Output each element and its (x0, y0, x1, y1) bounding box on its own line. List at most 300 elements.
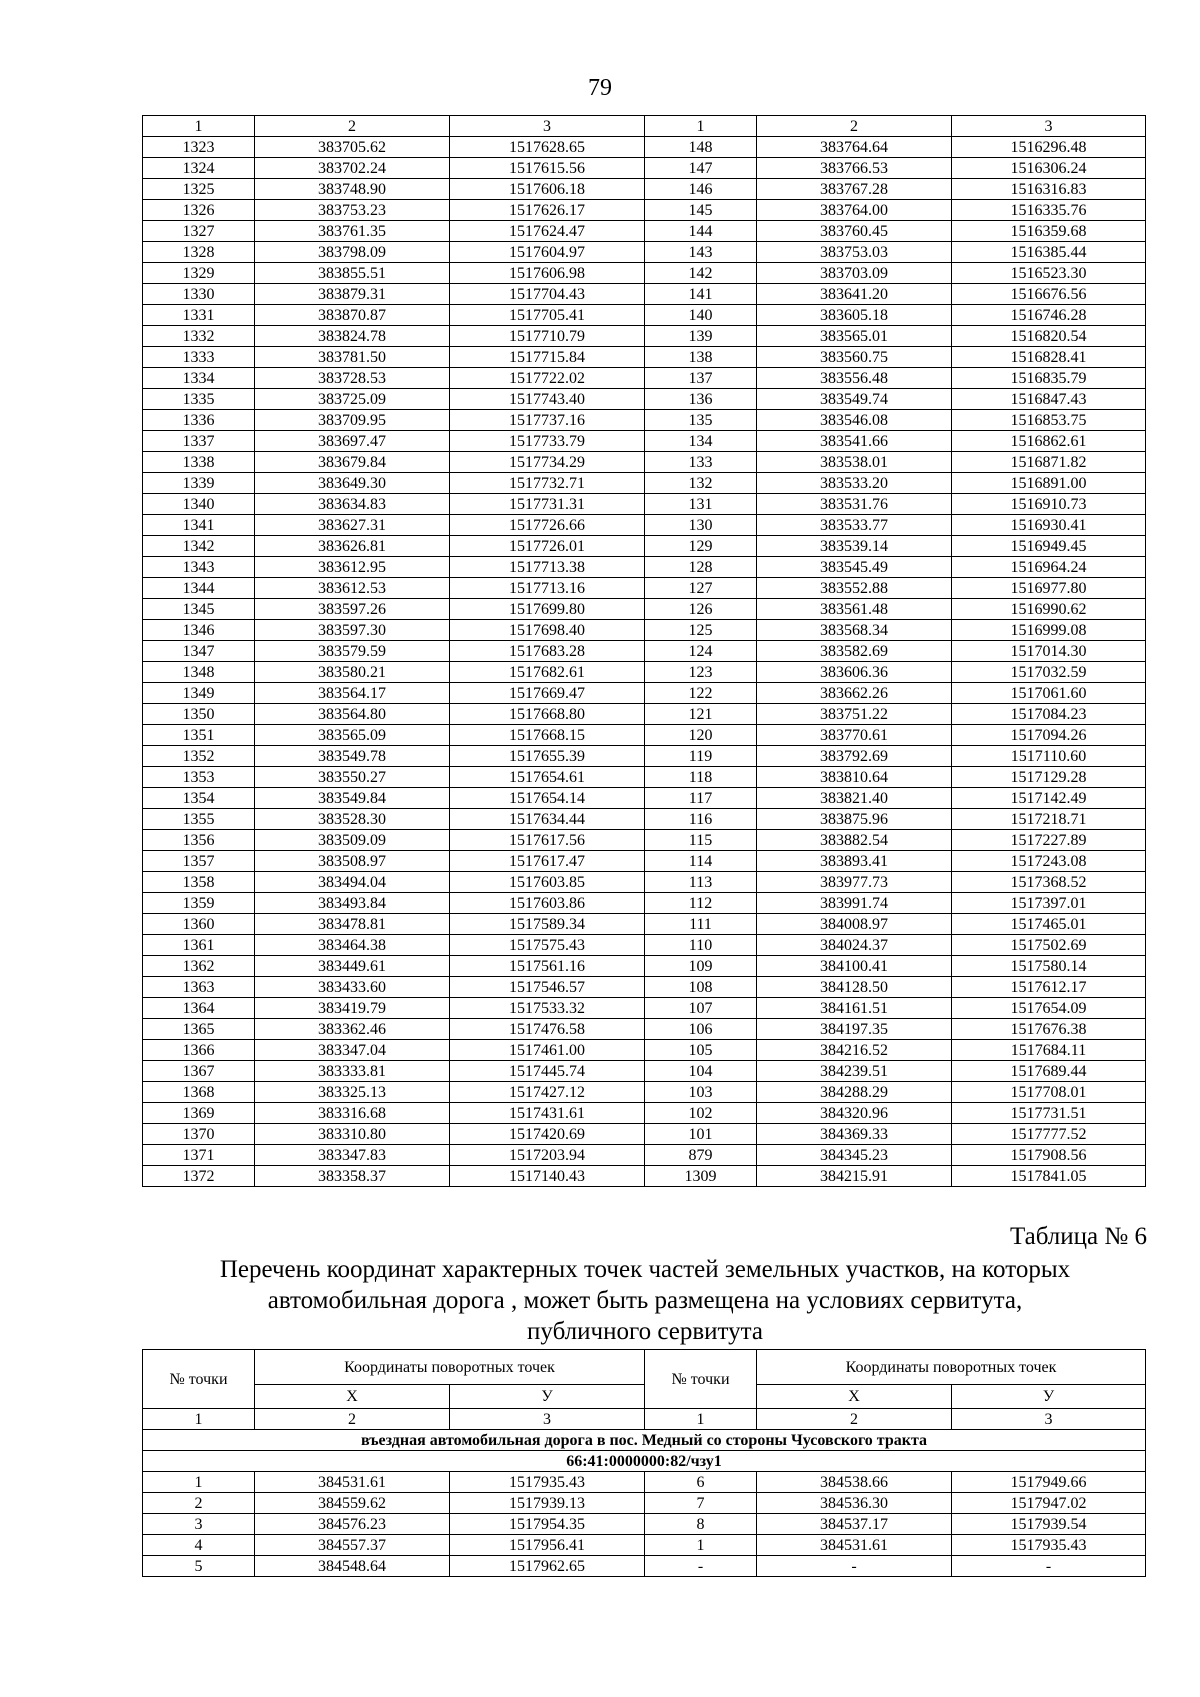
table-cell: 1517732.71 (450, 473, 645, 494)
table-cell: 105 (645, 1040, 757, 1061)
table-cell: 1358 (143, 872, 255, 893)
table-cell: 383728.53 (255, 368, 450, 389)
table-cell: 1517032.59 (952, 662, 1146, 683)
column-number: 1 (645, 116, 757, 137)
table-row (143, 725, 1146, 746)
table-cell: 4 (143, 1535, 255, 1556)
table-cell: 1 (143, 1472, 255, 1493)
table-row (143, 200, 1146, 221)
table-cell: 1517908.56 (952, 1145, 1146, 1166)
table-cell: 383509.09 (255, 830, 450, 851)
table-cell: 383549.78 (255, 746, 450, 767)
table-row (143, 284, 1146, 305)
table-cell: 383824.78 (255, 326, 450, 347)
table-cell: 383362.46 (255, 1019, 450, 1040)
table-cell: 138 (645, 347, 757, 368)
table-cell: 148 (645, 137, 757, 158)
table-cell: 1340 (143, 494, 255, 515)
table-cell: 1517715.84 (450, 347, 645, 368)
table-cell: 1352 (143, 746, 255, 767)
table-cell: 1517634.44 (450, 809, 645, 830)
table-cell: 383725.09 (255, 389, 450, 410)
table-cell: 1517502.69 (952, 935, 1146, 956)
table-cell: 1517461.00 (450, 1040, 645, 1061)
table-title-line: автомобильная дорога , может быть размещена на условиях сервитута, (267, 1287, 1023, 1314)
column-number: 2 (757, 116, 952, 137)
table-cell: 383855.51 (255, 263, 450, 284)
table-cell: 383552.88 (757, 578, 952, 599)
table-cell: 1517947.02 (952, 1493, 1146, 1514)
table-cell: 1517654.14 (450, 788, 645, 809)
table-cell: 1516949.45 (952, 536, 1146, 557)
table-row (143, 263, 1146, 284)
table-cell: 1517465.01 (952, 914, 1146, 935)
table-cell: 1517397.01 (952, 893, 1146, 914)
table-cell: 1517445.74 (450, 1061, 645, 1082)
table-cell: 383549.84 (255, 788, 450, 809)
table-cell: 384536.30 (757, 1493, 952, 1514)
table-cell: 383449.61 (255, 956, 450, 977)
point-number-header: № точки (645, 1350, 757, 1409)
page-number: 79 (588, 75, 612, 101)
table-cell: 1516847.43 (952, 389, 1146, 410)
table-cell: 1346 (143, 620, 255, 641)
table-row (143, 1040, 1146, 1061)
column-number: 1 (143, 116, 255, 137)
table-cell: 1517603.85 (450, 872, 645, 893)
table-cell: 1353 (143, 767, 255, 788)
table-row (143, 389, 1146, 410)
section-title: въездная автомобильная дорога в пос. Медный со стороны Чусовского тракта (143, 1430, 1146, 1451)
table-row (143, 1493, 1146, 1514)
table-cell: 383579.59 (255, 641, 450, 662)
table-row (143, 830, 1146, 851)
table-cell: 383565.09 (255, 725, 450, 746)
table-cell: 1326 (143, 200, 255, 221)
table-cell: 383556.48 (757, 368, 952, 389)
column-number: 2 (255, 116, 450, 137)
table-row (143, 305, 1146, 326)
table-cell: 1329 (143, 263, 255, 284)
table-cell: 383977.73 (757, 872, 952, 893)
table-cell: 3 (143, 1514, 255, 1535)
table-cell: 1517956.41 (450, 1535, 645, 1556)
table-cell: 383875.96 (757, 809, 952, 830)
table-cell: 1343 (143, 557, 255, 578)
table-cell: 1 (645, 1535, 757, 1556)
table-cell: 1517615.56 (450, 158, 645, 179)
table-cell: 384531.61 (757, 1535, 952, 1556)
table-cell: 1368 (143, 1082, 255, 1103)
table-cell: 1516306.24 (952, 158, 1146, 179)
table-cell: 383564.17 (255, 683, 450, 704)
table-cell: 384100.41 (757, 956, 952, 977)
table-cell: 383767.28 (757, 179, 952, 200)
table-title (120, 1254, 1170, 1347)
column-number-row (143, 116, 1146, 137)
table-row (143, 893, 1146, 914)
table-cell: 383539.14 (757, 536, 952, 557)
table-cell: 1517218.71 (952, 809, 1146, 830)
table-cell: 5 (143, 1556, 255, 1577)
table-cell: 383464.38 (255, 935, 450, 956)
table-cell: 1516676.56 (952, 284, 1146, 305)
table-cell: 1517476.58 (450, 1019, 645, 1040)
table-cell: 383753.23 (255, 200, 450, 221)
table-cell: 1517227.89 (952, 830, 1146, 851)
table-row (143, 683, 1146, 704)
table-cell: 1517606.98 (450, 263, 645, 284)
table-cell: 1371 (143, 1145, 255, 1166)
table-row (143, 158, 1146, 179)
table-row (143, 347, 1146, 368)
table-row (143, 1019, 1146, 1040)
table-cell: 1517682.61 (450, 662, 645, 683)
table-cell: 384215.91 (757, 1166, 952, 1187)
point-number-header: № точки (143, 1350, 255, 1409)
table-cell: 134 (645, 431, 757, 452)
table-cell: 1516835.79 (952, 368, 1146, 389)
table-cell: 383546.08 (757, 410, 952, 431)
table-cell: 1349 (143, 683, 255, 704)
column-number: 1 (645, 1409, 757, 1430)
table-cell: 104 (645, 1061, 757, 1082)
table-row (143, 1082, 1146, 1103)
table-cell: 1517654.09 (952, 998, 1146, 1019)
table-cell: 1517737.16 (450, 410, 645, 431)
table-cell: 129 (645, 536, 757, 557)
table-cell: 1516746.28 (952, 305, 1146, 326)
y-header: У (952, 1385, 1146, 1409)
table-cell: 383597.26 (255, 599, 450, 620)
table-cell: 383549.74 (757, 389, 952, 410)
table-cell: 384216.52 (757, 1040, 952, 1061)
table-row (143, 704, 1146, 725)
table-row (143, 641, 1146, 662)
table-cell: 1517604.97 (450, 242, 645, 263)
table-cell: 383494.04 (255, 872, 450, 893)
table-cell: 383528.30 (255, 809, 450, 830)
table-cell: 132 (645, 473, 757, 494)
table-cell: 1517731.51 (952, 1103, 1146, 1124)
column-number: 2 (757, 1409, 952, 1430)
table-cell: 383564.80 (255, 704, 450, 725)
table-cell: 383709.95 (255, 410, 450, 431)
table-cell: 383580.21 (255, 662, 450, 683)
table-cell: 1323 (143, 137, 255, 158)
table-cell: 130 (645, 515, 757, 536)
table-cell: 383879.31 (255, 284, 450, 305)
table-cell: 1325 (143, 179, 255, 200)
table-cell: 122 (645, 683, 757, 704)
table-cell: 383751.22 (757, 704, 952, 725)
table-cell: 1516335.76 (952, 200, 1146, 221)
table-cell: 1335 (143, 389, 255, 410)
table-cell: 1366 (143, 1040, 255, 1061)
table-cell: 1516891.00 (952, 473, 1146, 494)
table-cell: 1517368.52 (952, 872, 1146, 893)
table-cell: 1517612.17 (952, 977, 1146, 998)
table-cell: 1516999.08 (952, 620, 1146, 641)
table-cell: 1516990.62 (952, 599, 1146, 620)
table-cell: 7 (645, 1493, 757, 1514)
table-cell: 103 (645, 1082, 757, 1103)
table-row (143, 536, 1146, 557)
table-number-label: Таблица № 6 (1009, 1223, 1147, 1250)
table-cell: 384559.62 (255, 1493, 450, 1514)
table-cell: 1517129.28 (952, 767, 1146, 788)
table-row (143, 746, 1146, 767)
table-row (143, 1166, 1146, 1187)
table-cell: 1324 (143, 158, 255, 179)
table-cell: 384548.64 (255, 1556, 450, 1577)
table-cell: 1516977.80 (952, 578, 1146, 599)
table-cell: 383761.35 (255, 221, 450, 242)
servitude-coordinates-table (142, 1349, 1146, 1577)
table-cell: 384288.29 (757, 1082, 952, 1103)
table-cell: 1517654.61 (450, 767, 645, 788)
table-cell: 384369.33 (757, 1124, 952, 1145)
table-cell: 383561.48 (757, 599, 952, 620)
table-cell: 1517142.49 (952, 788, 1146, 809)
table-cell: 1327 (143, 221, 255, 242)
table-cell: 127 (645, 578, 757, 599)
table-cell: 383568.34 (757, 620, 952, 641)
table-row (143, 1556, 1146, 1577)
table-row (143, 1145, 1146, 1166)
table-row (143, 998, 1146, 1019)
table-cell: 118 (645, 767, 757, 788)
table-cell: 1517722.02 (450, 368, 645, 389)
table-row (143, 137, 1146, 158)
table-cell: 1516523.30 (952, 263, 1146, 284)
table-cell: 1516930.41 (952, 515, 1146, 536)
table-cell: 383531.76 (757, 494, 952, 515)
table-cell: 1362 (143, 956, 255, 977)
table-cell: 1517939.54 (952, 1514, 1146, 1535)
table-cell: 383770.61 (757, 725, 952, 746)
table-cell: 1517683.28 (450, 641, 645, 662)
table-cell: 1517841.05 (952, 1166, 1146, 1187)
table-cell: 139 (645, 326, 757, 347)
table-cell: 383310.80 (255, 1124, 450, 1145)
table-cell: 384008.97 (757, 914, 952, 935)
table-cell: 1517676.38 (952, 1019, 1146, 1040)
table-cell: 1517203.94 (450, 1145, 645, 1166)
table-cell: 383358.37 (255, 1166, 450, 1187)
table-cell: 383634.83 (255, 494, 450, 515)
table-row (143, 515, 1146, 536)
table-cell: 383533.20 (757, 473, 952, 494)
table-cell: 2 (143, 1493, 255, 1514)
table-cell: 383612.95 (255, 557, 450, 578)
table-cell: 137 (645, 368, 757, 389)
table-cell: 1517668.15 (450, 725, 645, 746)
table-cell: 383538.01 (757, 452, 952, 473)
table-cell: 383705.62 (255, 137, 450, 158)
table-title-line: Перечень координат характерных точек частей земельных участков, на которых (219, 1256, 1071, 1283)
table-cell: 1365 (143, 1019, 255, 1040)
table-row (143, 326, 1146, 347)
table-cell: 116 (645, 809, 757, 830)
table-cell: 1517431.61 (450, 1103, 645, 1124)
table-cell: 1517708.01 (952, 1082, 1146, 1103)
table-cell: 1330 (143, 284, 255, 305)
table-cell: 1517589.34 (450, 914, 645, 935)
table-cell: 384024.37 (757, 935, 952, 956)
table-cell: 1350 (143, 704, 255, 725)
table-cell: 1517140.43 (450, 1166, 645, 1187)
x-header: Х (255, 1385, 450, 1409)
table-cell: 1336 (143, 410, 255, 431)
table-cell: 6 (645, 1472, 757, 1493)
table-row (143, 662, 1146, 683)
table-cell: 113 (645, 872, 757, 893)
table-cell: 383433.60 (255, 977, 450, 998)
table-cell: 133 (645, 452, 757, 473)
table-cell: 146 (645, 179, 757, 200)
table-cell: 136 (645, 389, 757, 410)
table-cell: 1517669.47 (450, 683, 645, 704)
table-cell: 1517655.39 (450, 746, 645, 767)
table-cell: 1517420.69 (450, 1124, 645, 1145)
table-cell: 1517734.29 (450, 452, 645, 473)
table-cell: 142 (645, 263, 757, 284)
column-number: 1 (143, 1409, 255, 1430)
table-cell: 106 (645, 1019, 757, 1040)
table-cell: 383753.03 (757, 242, 952, 263)
table-cell: 384161.51 (757, 998, 952, 1019)
column-number: 2 (255, 1409, 450, 1430)
y-header: У (450, 1385, 645, 1409)
table-cell: 383493.84 (255, 893, 450, 914)
column-number: 3 (952, 1409, 1146, 1430)
table-cell: 1516820.54 (952, 326, 1146, 347)
table-cell: 383325.13 (255, 1082, 450, 1103)
table-cell: 1516964.24 (952, 557, 1146, 578)
table-cell: 1516862.61 (952, 431, 1146, 452)
table-cell: 383702.24 (255, 158, 450, 179)
table-cell: 1516910.73 (952, 494, 1146, 515)
table-cell: 107 (645, 998, 757, 1019)
table-cell: 383870.87 (255, 305, 450, 326)
coordinates-header: Координаты поворотных точек (255, 1350, 645, 1385)
table-cell: 1517689.44 (952, 1061, 1146, 1082)
table-cell: 1517061.60 (952, 683, 1146, 704)
table-cell: 383764.64 (757, 137, 952, 158)
table-row (143, 1124, 1146, 1145)
table-cell: - (952, 1556, 1146, 1577)
column-number: 3 (952, 116, 1146, 137)
table-cell: 123 (645, 662, 757, 683)
column-number: 3 (450, 116, 645, 137)
table-cell: 1517628.65 (450, 137, 645, 158)
table-cell: 383697.47 (255, 431, 450, 452)
table-cell: 1370 (143, 1124, 255, 1145)
table-cell: 1328 (143, 242, 255, 263)
table-row (143, 809, 1146, 830)
table-cell: 1517935.43 (952, 1535, 1146, 1556)
table-cell: 1361 (143, 935, 255, 956)
table-cell: 1517684.11 (952, 1040, 1146, 1061)
table-row (143, 473, 1146, 494)
table-row (143, 851, 1146, 872)
table-cell: 140 (645, 305, 757, 326)
table-cell: 384537.17 (757, 1514, 952, 1535)
table-cell: 383606.36 (757, 662, 952, 683)
table-cell: 383565.01 (757, 326, 952, 347)
table-cell: 383649.30 (255, 473, 450, 494)
table-cell: 1517704.43 (450, 284, 645, 305)
table-row (143, 1103, 1146, 1124)
table-cell: 1517939.13 (450, 1493, 645, 1514)
table-cell: 1517533.32 (450, 998, 645, 1019)
table-cell: 102 (645, 1103, 757, 1124)
table-cell: 1517935.43 (450, 1472, 645, 1493)
table-cell: 144 (645, 221, 757, 242)
table-cell: 383766.53 (757, 158, 952, 179)
table-cell: 120 (645, 725, 757, 746)
table-cell: 383798.09 (255, 242, 450, 263)
table-cell: 384239.51 (757, 1061, 952, 1082)
table-cell: 383641.20 (757, 284, 952, 305)
table-row (143, 914, 1146, 935)
table-cell: 384320.96 (757, 1103, 952, 1124)
coordinates-header: Координаты поворотных точек (757, 1350, 1146, 1385)
table-cell: 1517626.17 (450, 200, 645, 221)
table-cell: 1341 (143, 515, 255, 536)
table-cell: 1517243.08 (952, 851, 1146, 872)
table-cell: 1517962.65 (450, 1556, 645, 1577)
table-cell: 383882.54 (757, 830, 952, 851)
table-cell: - (757, 1556, 952, 1577)
table-cell: 1517713.16 (450, 578, 645, 599)
table-cell: 1516853.75 (952, 410, 1146, 431)
table-cell: 383560.75 (757, 347, 952, 368)
table-cell: 1355 (143, 809, 255, 830)
table-cell: 112 (645, 893, 757, 914)
table-cell: 1369 (143, 1103, 255, 1124)
table-row (143, 1472, 1146, 1493)
table-cell: 1517668.80 (450, 704, 645, 725)
table-row (143, 221, 1146, 242)
table-cell: 1309 (645, 1166, 757, 1187)
table-cell: 135 (645, 410, 757, 431)
table-row (143, 1514, 1146, 1535)
table-row (143, 431, 1146, 452)
table-cell: 128 (645, 557, 757, 578)
table-cell: 383991.74 (757, 893, 952, 914)
table-cell: 383679.84 (255, 452, 450, 473)
table-row (143, 935, 1146, 956)
table-cell: 114 (645, 851, 757, 872)
table-cell: 143 (645, 242, 757, 263)
table-cell: 109 (645, 956, 757, 977)
table-cell: 383508.97 (255, 851, 450, 872)
table-cell: 1517713.38 (450, 557, 645, 578)
table-cell: 383316.68 (255, 1103, 450, 1124)
table-cell: 383760.45 (757, 221, 952, 242)
table-cell: 383333.81 (255, 1061, 450, 1082)
table-cell: - (645, 1556, 757, 1577)
table-cell: 1516296.48 (952, 137, 1146, 158)
table-cell: 383748.90 (255, 179, 450, 200)
table-cell: 115 (645, 830, 757, 851)
table-cell: 1516385.44 (952, 242, 1146, 263)
table-cell: 119 (645, 746, 757, 767)
table-cell: 131 (645, 494, 757, 515)
table-row (143, 242, 1146, 263)
